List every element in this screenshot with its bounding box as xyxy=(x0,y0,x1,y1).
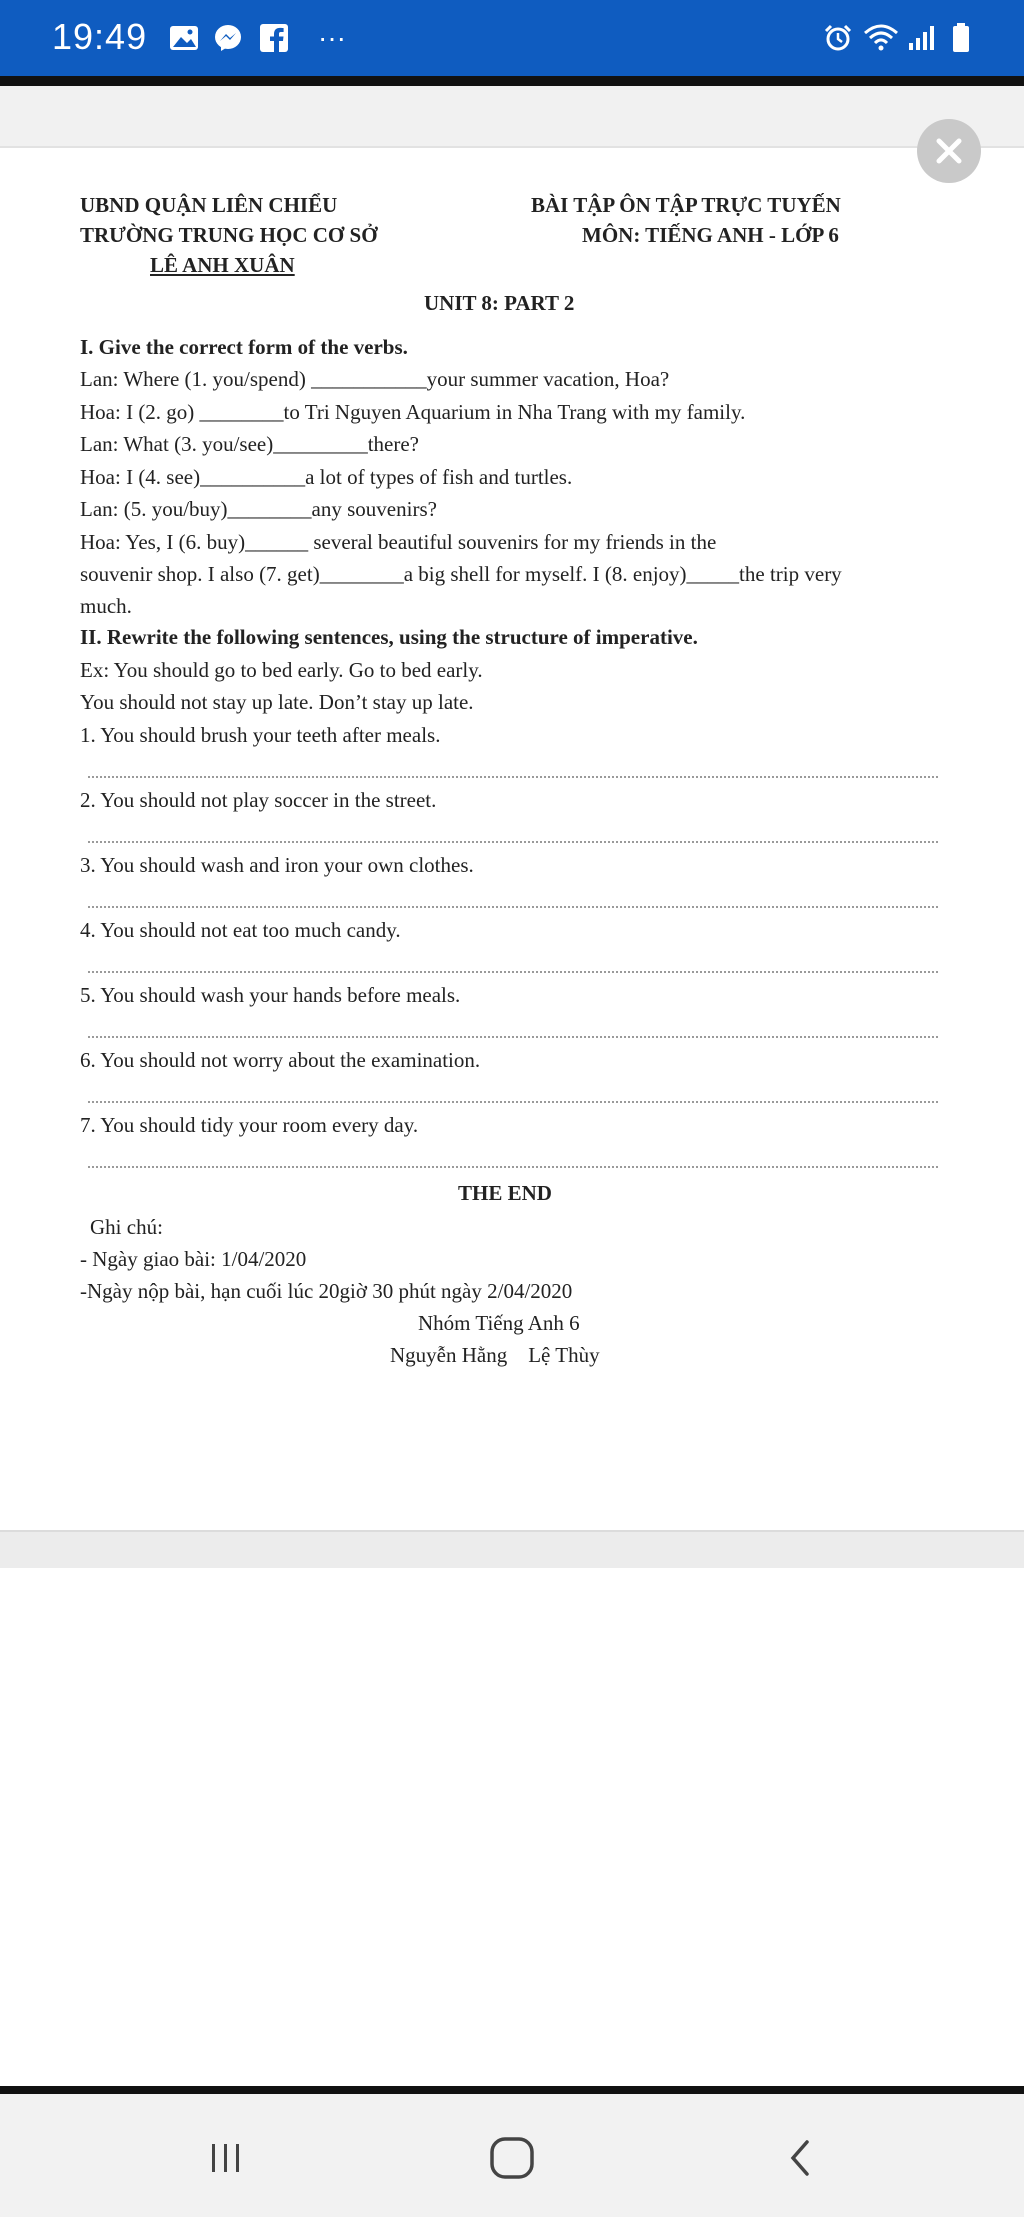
recent-apps-icon xyxy=(206,2140,246,2176)
answer-line xyxy=(88,1166,938,1168)
signature-group: Nhóm Tiếng Anh 6 xyxy=(418,1311,580,1335)
header-right-line-2: MÔN: TIẾNG ANH - LỚP 6 xyxy=(582,223,839,247)
rewrite-item: 6. You should not worry about the examination. xyxy=(80,1048,481,1072)
exercise-line: much. xyxy=(80,594,132,618)
answer-line xyxy=(88,841,938,843)
viewer-top-band xyxy=(0,86,1024,148)
document-page xyxy=(0,148,1024,1530)
status-divider xyxy=(0,76,1024,86)
note-line: -Ngày nộp bài, hạn cuối lúc 20giờ 30 phút ngày 2/04/2020 xyxy=(80,1279,573,1303)
exercise-line: Lan: What (3. you/see)_________there? xyxy=(80,432,420,456)
rewrite-item: 2. You should not play soccer in the street. xyxy=(80,788,437,812)
answer-line xyxy=(88,1101,938,1103)
exercise-line: Lan: (5. you/buy)________any souvenirs? xyxy=(80,497,437,521)
exercise-line: Lan: Where (1. you/spend) ___________your summer vacation, Hoa? xyxy=(80,367,670,391)
close-icon xyxy=(932,134,966,168)
unit-title: UNIT 8: PART 2 xyxy=(424,291,575,315)
rewrite-item: 4. You should not eat too much candy. xyxy=(80,918,401,942)
messenger-icon xyxy=(212,22,244,54)
rewrite-item: 5. You should wash your hands before meals. xyxy=(80,983,461,1007)
rewrite-item: 3. You should wash and iron your own clothes. xyxy=(80,853,474,877)
exercise-line: Hoa: I (2. go) ________to Tri Nguyen Aquarium in Nha Trang with my family. xyxy=(80,400,746,424)
section2-title: II. Rewrite the following sentences, using the structure of imperative. xyxy=(80,625,698,649)
answer-line xyxy=(88,1036,938,1038)
rewrite-item: 1. You should brush your teeth after meals. xyxy=(80,723,441,747)
page-separator xyxy=(0,1530,1024,1570)
signal-icon xyxy=(906,22,936,54)
header-left-line-3: LÊ ANH XUÂN xyxy=(150,253,295,277)
note-line: - Ngày giao bài: 1/04/2020 xyxy=(80,1247,307,1271)
the-end: THE END xyxy=(458,1181,552,1205)
example-line: You should not stay up late. Don’t stay up late. xyxy=(80,690,474,714)
notes-title: Ghi chú: xyxy=(90,1215,163,1239)
answer-line xyxy=(88,971,938,973)
status-time: 19:49 xyxy=(52,16,148,57)
close-button[interactable] xyxy=(917,119,981,183)
more-icon: ··· xyxy=(318,22,346,53)
battery-icon xyxy=(950,22,972,54)
gallery-icon xyxy=(168,22,200,54)
back-icon xyxy=(785,2136,815,2180)
section1-title: I. Give the correct form of the verbs. xyxy=(80,335,408,359)
blank-page-area xyxy=(0,1568,1024,2086)
status-bar xyxy=(0,0,1024,76)
back-button[interactable] xyxy=(770,2134,830,2182)
example-line: Ex: You should go to bed early. Go to bed early. xyxy=(80,658,483,682)
header-left-line-1: UBND QUẬN LIÊN CHIỂU xyxy=(80,193,338,217)
header-left-line-2: TRƯỜNG TRUNG HỌC CƠ SỞ xyxy=(80,223,378,247)
header-right-line-1: BÀI TẬP ÔN TẬP TRỰC TUYẾN xyxy=(531,193,841,217)
answer-line xyxy=(88,906,938,908)
exercise-line: Hoa: I (4. see)__________a lot of types of fish and turtles. xyxy=(80,465,573,489)
alarm-icon xyxy=(822,22,854,54)
wifi-icon xyxy=(862,22,900,54)
facebook-icon xyxy=(258,22,290,54)
home-icon xyxy=(488,2135,536,2181)
signature-names: Nguyễn Hằng Lệ Thùy xyxy=(390,1343,600,1367)
answer-line xyxy=(88,776,938,778)
navigation-bar xyxy=(0,2086,1024,2217)
home-button[interactable] xyxy=(480,2134,544,2182)
exercise-line: Hoa: Yes, I (6. buy)______ several beautiful souvenirs for my friends in the xyxy=(80,530,717,554)
recent-apps-button[interactable] xyxy=(196,2134,256,2182)
exercise-line: souvenir shop. I also (7. get)________a big shell for myself. I (8. enjoy)_____the trip very xyxy=(80,562,842,586)
rewrite-item: 7. You should tidy your room every day. xyxy=(80,1113,419,1137)
